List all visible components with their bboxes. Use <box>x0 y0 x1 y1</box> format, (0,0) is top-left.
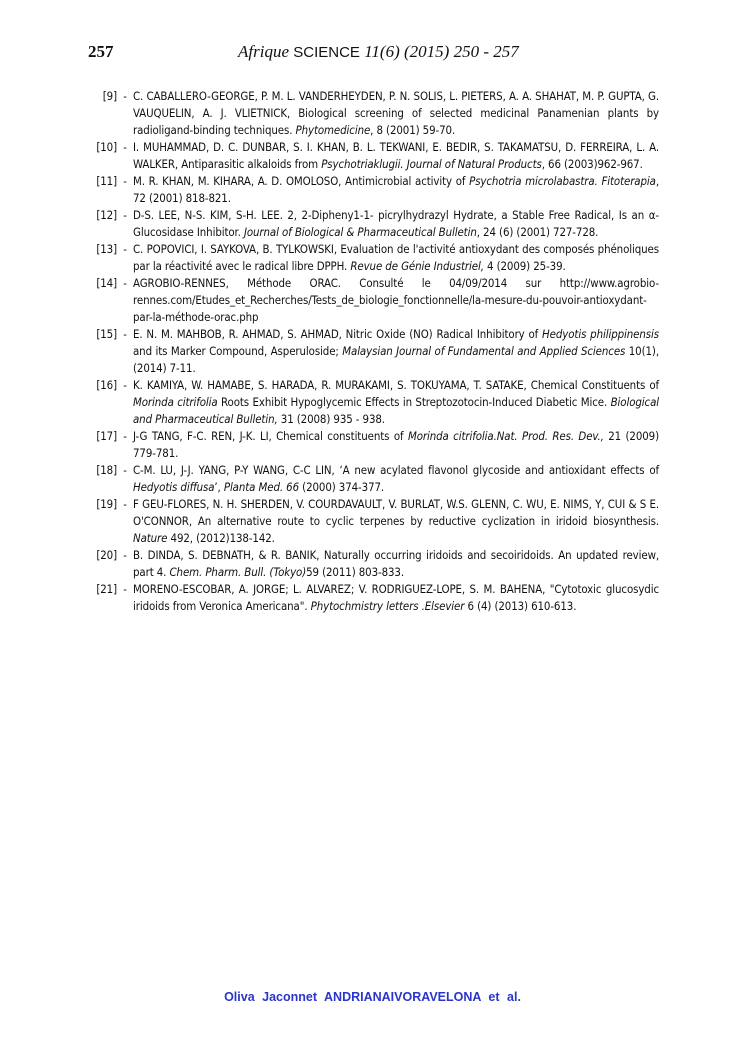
reference-italic-text: Phytomedicine <box>295 123 371 137</box>
reference-text <box>133 428 659 462</box>
reference-plain-text: M. R. KHAN, M. KIHARA, A. D. OMOLOSO, Antimicrobial activity of <box>133 174 470 188</box>
reference-number: [10] <box>96 140 117 154</box>
reference-italic-text: Morinda citrifolia.Nat. Prod. Res. Dev., <box>407 429 604 443</box>
reference-dash: - <box>123 582 127 596</box>
reference-dash: - <box>123 429 127 443</box>
reference-item <box>87 241 659 275</box>
reference-item <box>87 377 659 428</box>
reference-plain-text: Roots Exhibit Hypoglycemic Effects in Streptozotocin-Induced Diabetic Mice. <box>217 395 611 409</box>
reference-plain-text: 21 (2009) 779-781. <box>133 429 659 460</box>
reference-text <box>133 377 659 428</box>
reference-dash: - <box>123 242 127 256</box>
reference-text <box>133 462 659 496</box>
reference-dash: - <box>123 140 127 154</box>
reference-plain-text: 10(1), (2014) 7-11. <box>133 344 659 375</box>
reference-plain-text: , 66 (2003)962-967. <box>541 157 643 171</box>
reference-number: [19] <box>96 497 117 511</box>
reference-plain-text: (2000) 374-377. <box>299 480 385 494</box>
reference-dash: - <box>123 548 127 562</box>
reference-number: [15] <box>96 327 117 341</box>
reference-plain-text: 31 (2008) 935 - 938. <box>277 412 385 426</box>
reference-number: [17] <box>96 429 117 443</box>
reference-number: [16] <box>96 378 117 392</box>
reference-plain-text: C-M. LU, J-J. YANG, P-Y WANG, C-C LIN, ‘A new acylated flavonol glycoside and antioxidant effects of <box>133 463 659 477</box>
reference-text <box>133 326 659 377</box>
reference-dash: - <box>123 497 127 511</box>
reference-list <box>87 88 659 615</box>
reference-italic-text: Chem. Pharm. Bull. (Tokyo) <box>169 565 307 579</box>
reference-dash: - <box>123 89 127 103</box>
reference-text <box>133 581 659 615</box>
reference-plain-text: 4 (2009) 25-39. <box>483 259 566 273</box>
reference-plain-text: D-S. LEE, N-S. KIM, S-H. LEE. 2, 2-Dipheny1-1- picrylhydrazyl Hydrate, a Stable Free Radical, Is an α-Glucosidase Inhibitor. <box>133 208 659 239</box>
reference-number: [11] <box>96 174 117 188</box>
reference-text <box>133 275 659 326</box>
reference-italic-text: Hedyotis philippinensis <box>542 327 659 341</box>
reference-plain-text: C. POPOVICI, I. SAYKOVA, B. TYLKOWSKI, Evaluation de l'activité antioxydant des composés phénoliques par la réactivité avec le radical libre DPPH. <box>133 242 659 273</box>
reference-item <box>87 462 659 496</box>
reference-plain-text: , 72 (2001) 818-821. <box>133 174 659 205</box>
reference-italic-text: Journal of Biological & Pharmaceutical Bulletin <box>243 225 477 239</box>
reference-plain-text: , 24 (6) (2001) 727-728. <box>476 225 599 239</box>
reference-plain-text: 492, (2012)138-142. <box>167 531 275 545</box>
reference-item <box>87 275 659 326</box>
reference-item <box>87 428 659 462</box>
reference-text <box>133 547 659 581</box>
running-header <box>88 42 688 68</box>
reference-number: [18] <box>96 463 117 477</box>
reference-number: [14] <box>96 276 117 290</box>
reference-number: [13] <box>96 242 117 256</box>
reference-plain-text: 59 (2011) 803-833. <box>306 565 405 579</box>
reference-italic-text: Nature <box>133 531 168 545</box>
reference-dash: - <box>123 463 127 477</box>
reference-plain-text: K. KAMIYA, W. HAMABE, S. HARADA, R. MURAKAMI, S. TOKUYAMA, T. SATAKE, Chemical Constituents of <box>133 378 659 392</box>
reference-dash: - <box>123 174 127 188</box>
reference-text <box>133 139 659 173</box>
reference-plain-text: MORENO-ESCOBAR, A. JORGE; L. ALVAREZ; V. RODRIGUEZ-LOPE, S. M. BAHENA, "Cytotoxic glucosydic iridoids from Veronica Americana". <box>133 582 659 613</box>
reference-dash: - <box>123 327 127 341</box>
reference-italic-text: Biological and Pharmaceutical Bulletin, <box>133 395 660 426</box>
reference-italic-text: Morinda citrifolia <box>133 395 218 409</box>
reference-number: [12] <box>96 208 117 222</box>
journal-citation <box>238 42 519 62</box>
reference-plain-text: F GEU-FLORES, N. H. SHERDEN, V. COURDAVAULT, V. BURLAT, W.S. GLENN, C. WU, E. NIMS, Y, CUI & S E. O'CONNOR, An alternative route to cyclic terpenes by reductive cyclization in iridoid biosynthesis. <box>133 497 659 528</box>
reference-plain-text: C. CABALLERO-GEORGE, P. M. L. VANDERHEYDEN, P. N. SOLIS, L. PIETERS, A. A. SHAHAT, M. P. GUPTA, G. VAUQUELIN, A. J. VLIETNICK, Biological screening of selected medicinal Panamenian plants by radioligand-binding techniques. <box>133 89 659 137</box>
reference-number: [21] <box>96 582 117 596</box>
reference-item <box>87 547 659 581</box>
reference-italic-text: Malaysian Journal of Fundamental and Applied Sciences <box>342 344 626 358</box>
journal-issue: 11(6) (2015) 250 - 257 <box>364 42 519 61</box>
reference-item <box>87 581 659 615</box>
reference-italic-text: Phytochmistry letters .Elsevier <box>310 599 465 613</box>
reference-italic-text: Planta Med. 66 <box>223 480 300 494</box>
reference-number: [20] <box>96 548 117 562</box>
reference-dash: - <box>123 208 127 222</box>
reference-text <box>133 88 659 139</box>
reference-item <box>87 88 659 139</box>
reference-plain-text: , 8 (2001) 59-70. <box>370 123 456 137</box>
journal-name-science: SCIENCE <box>293 44 360 61</box>
reference-italic-text: Hedyotis diffusa <box>133 480 215 494</box>
reference-plain-text: I. MUHAMMAD, D. C. DUNBAR, S. I. KHAN, B. L. TEKWANI, E. BEDIR, S. TAKAMATSU, D. FERREIRA, L. A. WALKER, Antiparasitic alkaloids from <box>133 140 659 171</box>
reference-text <box>133 496 659 547</box>
reference-italic-text: Psychotria microlabastra. Fitoterapia <box>469 174 656 188</box>
reference-plain-text: ’, <box>214 480 224 494</box>
reference-item <box>87 173 659 207</box>
reference-text <box>133 241 659 275</box>
reference-plain-text: 6 (4) (2013) 610-613. <box>464 599 577 613</box>
reference-italic-text: Revue de Génie Industriel, <box>350 259 484 273</box>
reference-plain-text: AGROBIO-RENNES, Méthode ORAC. Consulté le 04/09/2014 sur http://www.agrobio-rennes.com/Etudes_et_Recherches/Tests_de_biologie_fonctionnelle/la-mesure-du-pouvoir-antioxydant-par-la-méthode-orac.php <box>133 276 659 324</box>
reference-text <box>133 207 659 241</box>
footer-authors: Oliva Jaconnet ANDRIANAIVORAVELONA et al. <box>224 990 521 1004</box>
reference-dash: - <box>123 276 127 290</box>
reference-number: [9] <box>102 89 117 103</box>
reference-item <box>87 326 659 377</box>
page-number: 257 <box>88 42 114 61</box>
reference-item <box>87 496 659 547</box>
reference-plain-text: and its Marker Compound, Asperuloside; <box>133 344 343 358</box>
reference-plain-text: J-G TANG, F-C. REN, J-K. LI, Chemical constituents of <box>133 429 408 443</box>
reference-plain-text: E. N. M. MAHBOB, R. AHMAD, S. AHMAD, Nitric Oxide (NO) Radical Inhibitory of <box>133 327 543 341</box>
reference-italic-text: Psychotriaklugii. Journal of Natural Products <box>321 157 542 171</box>
reference-item <box>87 139 659 173</box>
reference-dash: - <box>123 378 127 392</box>
reference-text <box>133 173 659 207</box>
journal-name-italic: Afrique <box>238 42 289 61</box>
reference-item <box>87 207 659 241</box>
reference-plain-text: B. DINDA, S. DEBNATH, & R. BANIK, Naturally occurring iridoids and secoiridoids. An updated review, part 4. <box>133 548 659 579</box>
